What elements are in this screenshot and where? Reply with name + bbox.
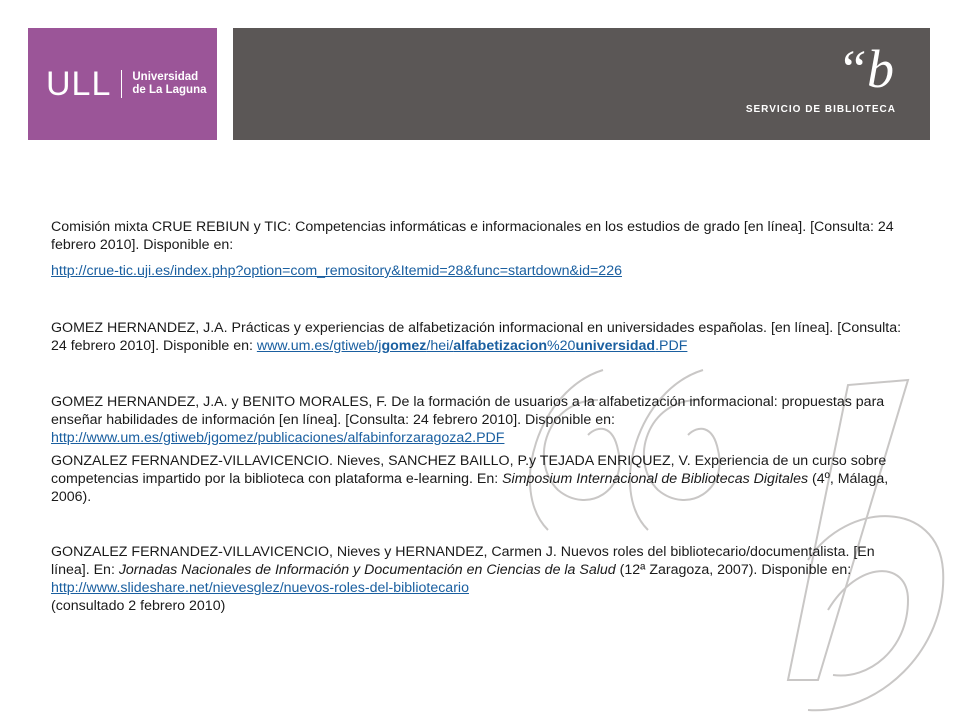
reference-1: Comisión mixta CRUE REBIUN y TIC: Competencias informáticas e informacionales en los estudios de grado [en línea]. [Consulta: 24 febrero 2010]. Disponible en:: [51, 219, 894, 253]
reference-5-source-title: Jornadas Nacionales de Información y Documentación en Ciencias de la Salud: [118, 562, 616, 578]
library-name: SERVICIO DE BIBLIOTECA: [745, 104, 896, 115]
university-name-line2: de La Laguna: [132, 84, 207, 96]
reference-1-link[interactable]: http://crue-tic.uji.es/index.php?option=com_remository&Itemid=28&func=startdown&id=226: [51, 263, 622, 279]
reference-5-text: GONZALEZ FERNANDEZ-VILLAVICENCIO, Nieves y HERNANDEZ, Carmen J. Nuevos roles del bibliotecario/documentalista. [En línea]. En:: [51, 544, 875, 578]
logo-divider: [121, 70, 122, 98]
reference-2-link[interactable]: [257, 338, 688, 354]
reference-3-link[interactable]: http://www.um.es/gtiweb/jgomez/publicaciones/alfabinforzaragoza2.PDF: [51, 430, 505, 446]
reference-2-link-part: www.um.es/gtiweb/j: [256, 338, 382, 354]
reference-4-source-title: Simposium Internacional de Bibliotecas Digitales: [502, 471, 809, 487]
reference-2-link-part: alfabetizacion: [453, 338, 548, 354]
reference-2-link-part: /hei/: [426, 338, 454, 354]
reference-2-text: GOMEZ HERNANDEZ, J.A. Prácticas y experiencias de alfabetización informacional en universidades españolas. [en línea]. [Consulta: 24 febrero 2010]. Disponible en:: [51, 320, 902, 354]
reference-2-link-part: .PDF: [655, 338, 688, 354]
reference-2-link-part: gomez: [381, 338, 427, 354]
reference-2-link-part: universidad: [575, 338, 656, 354]
reference-1-link-line: [51, 262, 911, 280]
reference-5-link[interactable]: http://www.slideshare.net/nievesglez/nuevos-roles-del-bibliotecario: [51, 580, 469, 596]
reference-2-link-part: %20: [547, 338, 576, 354]
references-list: [51, 218, 911, 615]
reference-3: [51, 393, 911, 447]
reference-4: [51, 452, 911, 506]
university-name-line1: Universidad: [132, 71, 199, 83]
reference-5-consulted: (consultado 2 febrero 2010): [51, 598, 226, 614]
reference-2: [51, 319, 911, 355]
reference-4-text: GONZALEZ FERNANDEZ-VILLAVICENCIO. Nieves, SANCHEZ BAILLO, P.y TEJADA ENRIQUEZ, V. Experiencia de un curso sobre competencias impartido por la biblioteca con plataforma e-learning. En:: [51, 453, 887, 487]
ull-logo: [28, 28, 217, 140]
university-name: [132, 71, 206, 97]
reference-5-details: (12ª Zaragoza, 2007). Disponible en:: [615, 562, 852, 578]
ull-logo-mark: ULL: [46, 64, 112, 103]
reference-4-details: (4º, Málaga, 2006).: [51, 471, 889, 505]
library-logo-mark: “b: [836, 39, 894, 99]
library-logo-banner: [233, 28, 930, 140]
reference-5: [51, 543, 911, 615]
reference-3-text: GOMEZ HERNANDEZ, J.A. y BENITO MORALES, F. De la formación de usuarios a la alfabetización informacional: propuestas para enseñar habilidades de información [en línea]. [Consulta: 24 febrero 2010]. Disponible en:: [51, 394, 885, 428]
